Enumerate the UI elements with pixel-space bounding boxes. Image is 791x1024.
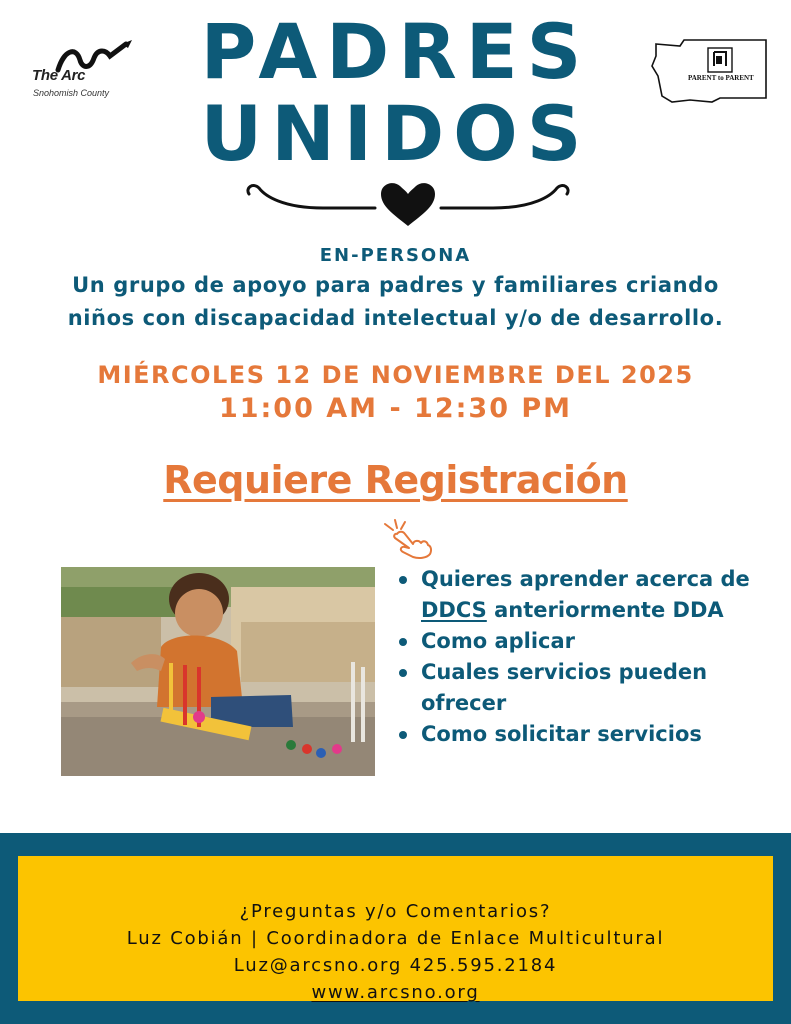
title-line-1: PADRES xyxy=(200,7,591,96)
website-link[interactable]: www.arcsno.org xyxy=(311,982,480,1003)
list-item: Como solicitar servicios xyxy=(397,719,777,750)
list-item: Como aplicar xyxy=(397,626,777,657)
arc-county: Snohomish County xyxy=(33,88,110,98)
topic-1-text: Quieres aprender acerca de xyxy=(421,567,750,591)
topic-1-text-end: anteriormente DDA xyxy=(486,598,724,622)
contact-box xyxy=(18,856,773,1001)
child-playing-photo xyxy=(61,567,375,776)
questions-text: ¿Preguntas y/o Comentarios? xyxy=(239,901,552,922)
arc-name: The Arc xyxy=(32,67,86,84)
description-line-1: Un grupo de apoyo para padres y familiares criando xyxy=(72,273,719,297)
contact-info: Luz@arcsno.org 425.595.2184 xyxy=(233,955,558,976)
list-item xyxy=(397,564,777,626)
event-date: MIÉRCOLES 12 DE NOVIEMBRE DEL 2025 xyxy=(97,361,694,389)
parent-to-parent-text: PARENT to PARENT xyxy=(688,74,754,82)
registration-link[interactable]: Requiere Registración xyxy=(163,458,628,502)
heart-divider-icon xyxy=(243,180,573,230)
list-item: Cuales servicios pueden ofrecer xyxy=(397,657,777,719)
event-time: 11:00 AM - 12:30 PM xyxy=(218,393,573,424)
topics-list xyxy=(397,564,777,750)
title-line-2: UNIDOS xyxy=(200,89,591,178)
pointing-hand-icon xyxy=(381,518,433,560)
ddcs-link[interactable]: DDCS xyxy=(421,598,487,622)
description-line-2: niños con discapacidad intelectual y/o de desarrollo. xyxy=(67,306,724,330)
footer xyxy=(0,833,791,1024)
contact-name: Luz Cobián | Coordinadora de Enlace Multicultural xyxy=(126,928,665,949)
event-mode: EN-PERSONA xyxy=(319,245,472,266)
